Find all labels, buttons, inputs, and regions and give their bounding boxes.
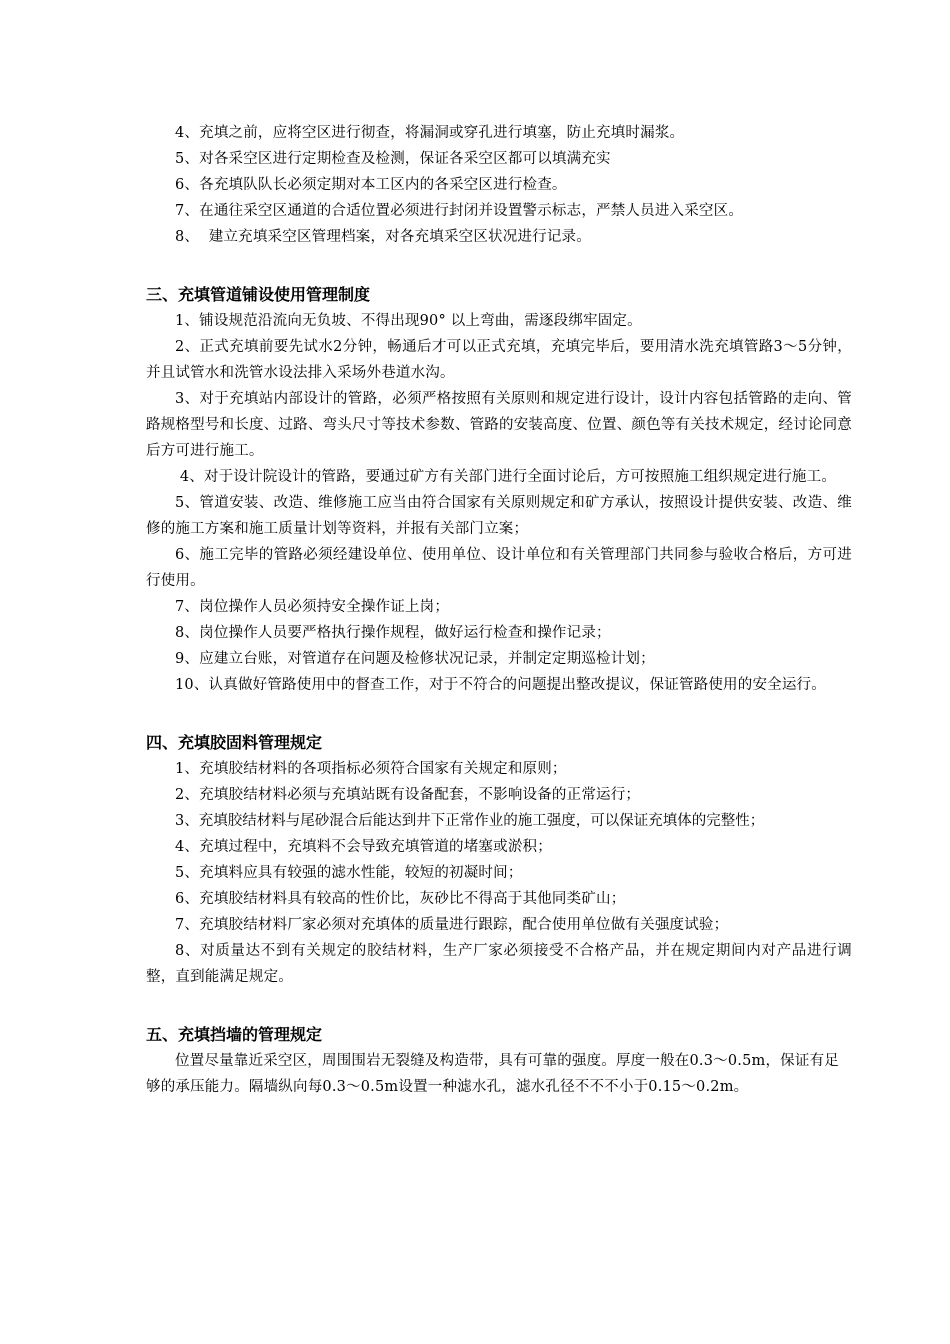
section5-paragraph: 位置尽量靠近采空区，周围围岩无裂缝及构造带，具有可靠的强度。厚度一般在0.3～0.5m，保证有足够的承压能力。隔墙纵向每0.3～0.5m设置一种滤水孔，滤水孔径不不不小于0.15～0.2m。 (146, 1053, 839, 1095)
section3-item-10: 10、认真做好管路使用中的督查工作，对于不符合的问题提出整改提议，保证管路使用的安全运行。 (175, 677, 826, 693)
section4-item-3: 3、充填胶结材料与尾砂混合后能达到井下正常作业的施工强度，可以保证充填体的完整性； (175, 813, 765, 829)
section4-item-5: 5、充填料应具有较强的滤水性能，较短的初凝时间； (175, 865, 523, 881)
section3-item-4: 4、对于设计院设计的管路，要通过矿方有关部门进行全面讨论后，方可按照施工组织规定进行施工。 (175, 469, 837, 485)
section3-item-6: 6、施工完毕的管路必须经建设单位、使用单位、设计单位和有关管理部门共同参与验收合格后，方可进行使用。 (146, 547, 852, 589)
section3-item-1: 1、铺设规范沿流向无负坡、不得出现90° 以上弯曲，需逐段绑牢固定。 (175, 313, 642, 329)
section3-item-8: 8、岗位操作人员要严格执行操作规程，做好运行检查和操作记录； (175, 625, 611, 641)
section4-item-8: 8、对质量达不到有关规定的胶结材料，生产厂家必须接受不合格产品，并在规定期间内对产品进行调整，直到能满足规定。 (146, 943, 852, 985)
section4-item-1: 1、充填胶结材料的各项指标必须符合国家有关规定和原则； (175, 761, 567, 777)
section3-item-2: 2、正式充填前要先试水2分钟，畅通后才可以正式充填，充填完毕后，要用清水洗充填管路3～5分钟，并且试管水和洗管水设法排入采场外巷道水沟。 (146, 339, 852, 381)
section2-item-7: 7、在通往采空区通道的合适位置必须进行封闭并设置警示标志，严禁人员进入采空区。 (175, 203, 744, 219)
spacer (146, 698, 852, 730)
section4-item-7: 7、充填胶结材料厂家必须对充填体的质量进行跟踪，配合使用单位做有关强度试验； (175, 917, 729, 933)
section3-item-7: 7、岗位操作人员必须持安全操作证上岗； (175, 599, 450, 615)
section4-item-2: 2、充填胶结材料必须与充填站既有设备配套，不影响设备的正常运行； (175, 787, 641, 803)
section2-item-8: 8、 建立充填采空区管理档案，对各充填采空区状况进行记录。 (175, 229, 591, 245)
section2-item-5: 5、对各采空区进行定期检查及检测，保证各采空区都可以填满充实 (175, 151, 611, 167)
section3-item-5: 5、管道安装、改造、维修施工应当由符合国家有关原则规定和矿方承认，按照设计提供安装、改造、维修的施工方案和施工质量计划等资料，并报有关部门立案； (146, 495, 852, 537)
section3-item-3: 3、对于充填站内部设计的管路，必须严格按照有关原则和规定进行设计，设计内容包括管路的走向、管路规格型号和长度、过路、弯头尺寸等技术参数、管路的安装高度、位置、颜色等有关技术规定，经讨论同意后方可进行施工。 (146, 391, 852, 459)
section2-item-4: 4、充填之前，应将空区进行彻查，将漏洞或穿孔进行填塞，防止充填时漏浆。 (175, 125, 685, 141)
spacer (146, 250, 852, 282)
document-page (146, 120, 852, 1100)
spacer (146, 990, 852, 1022)
section4-item-6: 6、充填胶结材料具有较高的性价比，灰砂比不得高于其他同类矿山； (175, 891, 626, 907)
section5-title: 五、充填挡墙的管理规定 (146, 1025, 323, 1044)
section3-item-9: 9、应建立台账，对管道存在问题及检修状况记录，并制定定期巡检计划； (175, 651, 655, 667)
section4-item-4: 4、充填过程中，充填料不会导致充填管道的堵塞或淤积； (175, 839, 552, 855)
section3-title: 三、充填管道铺设使用管理制度 (146, 285, 371, 304)
section2-item-6: 6、各充填队队长必须定期对本工区内的各采空区进行检查。 (175, 177, 567, 193)
section4-title: 四、充填胶固料管理规定 (146, 733, 323, 752)
